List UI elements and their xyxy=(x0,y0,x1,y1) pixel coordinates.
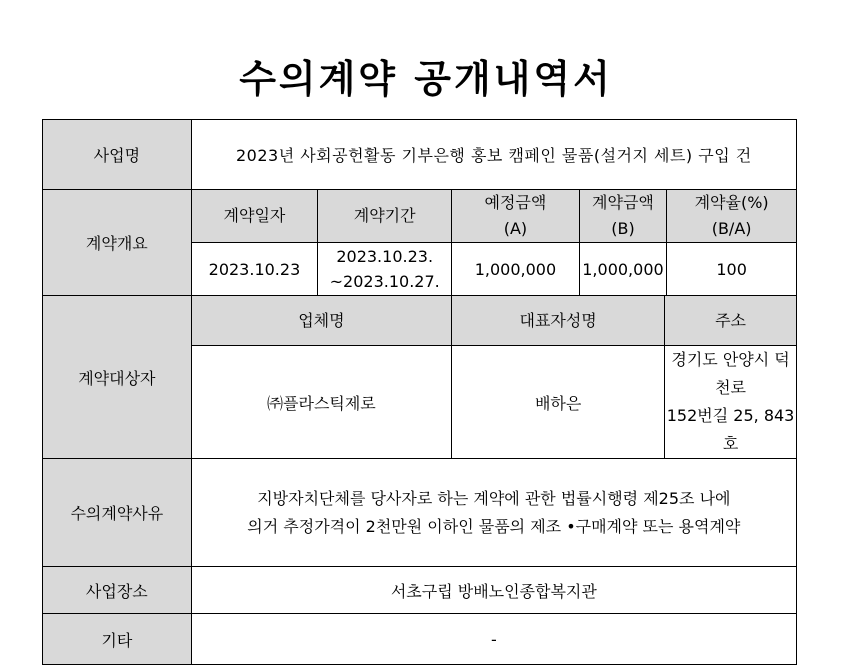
contract-amount-value: 1,000,000 xyxy=(579,243,667,296)
contract-period-start: 2023.10.23. xyxy=(336,247,434,266)
address-line1: 경기도 안양시 덕천로 xyxy=(671,350,790,397)
address-line2: 152번길 25, 843호 xyxy=(666,406,795,453)
contract-amount-header xyxy=(579,190,667,243)
contract-overview-label: 계약개요 xyxy=(43,190,192,296)
contract-rate-header-line1: 계약율(%) xyxy=(694,193,769,212)
contractor-header-row xyxy=(43,296,797,346)
reason-line1: 지방자치단체를 당사자로 하는 계약에 관한 법률시행령 제25조 나에 xyxy=(257,488,731,508)
contract-rate-header-line2: (B/A) xyxy=(711,219,752,238)
location-value: 서초구립 방배노인종합복지관 xyxy=(191,567,796,614)
etc-value: - xyxy=(191,614,796,665)
location-row xyxy=(43,567,797,614)
reason-line2: 의거 추정가격이 2천만원 이하인 물품의 제조 •구매계약 또는 용역계약 xyxy=(247,516,741,536)
estimated-amount-value: 1,000,000 xyxy=(452,243,580,296)
contract-amount-header-line2: (B) xyxy=(611,219,635,238)
contract-period-end: ~2023.10.27. xyxy=(329,272,440,291)
etc-label: 기타 xyxy=(43,614,192,665)
location-label: 사업장소 xyxy=(43,567,192,614)
contract-period-header: 계약기간 xyxy=(318,190,452,243)
contract-disclosure-table xyxy=(42,119,797,665)
reason-label: 수의계약사유 xyxy=(43,459,192,567)
reason-row xyxy=(43,459,797,567)
contract-period-value xyxy=(318,243,452,296)
contract-date-header: 계약일자 xyxy=(191,190,318,243)
contract-rate-header xyxy=(667,190,797,243)
representative-header: 대표자성명 xyxy=(452,296,665,346)
company-name-header: 업체명 xyxy=(191,296,451,346)
business-name-label: 사업명 xyxy=(43,120,192,190)
contractor-label: 계약대상자 xyxy=(43,296,192,459)
contract-rate-value: 100 xyxy=(667,243,797,296)
representative-value: 배하은 xyxy=(452,346,665,459)
document-title: 수의계약 공개내역서 xyxy=(239,57,613,101)
address-value xyxy=(665,346,797,459)
etc-row xyxy=(43,614,797,665)
contract-amount-header-line1: 계약금액 xyxy=(592,193,654,212)
estimated-amount-header-line1: 예정금액 xyxy=(484,193,547,212)
company-name-value: ㈜플라스틱제로 xyxy=(191,346,451,459)
business-name-value: 2023년 사회공헌활동 기부은행 홍보 캠페인 물품(설거지 세트) 구입 건 xyxy=(191,120,796,190)
address-header: 주소 xyxy=(665,296,797,346)
business-name-row xyxy=(43,120,797,190)
contract-date-value: 2023.10.23 xyxy=(191,243,318,296)
reason-value xyxy=(191,459,796,567)
estimated-amount-header xyxy=(452,190,580,243)
contract-overview-header-row xyxy=(43,190,797,243)
estimated-amount-header-line2: (A) xyxy=(503,219,528,238)
